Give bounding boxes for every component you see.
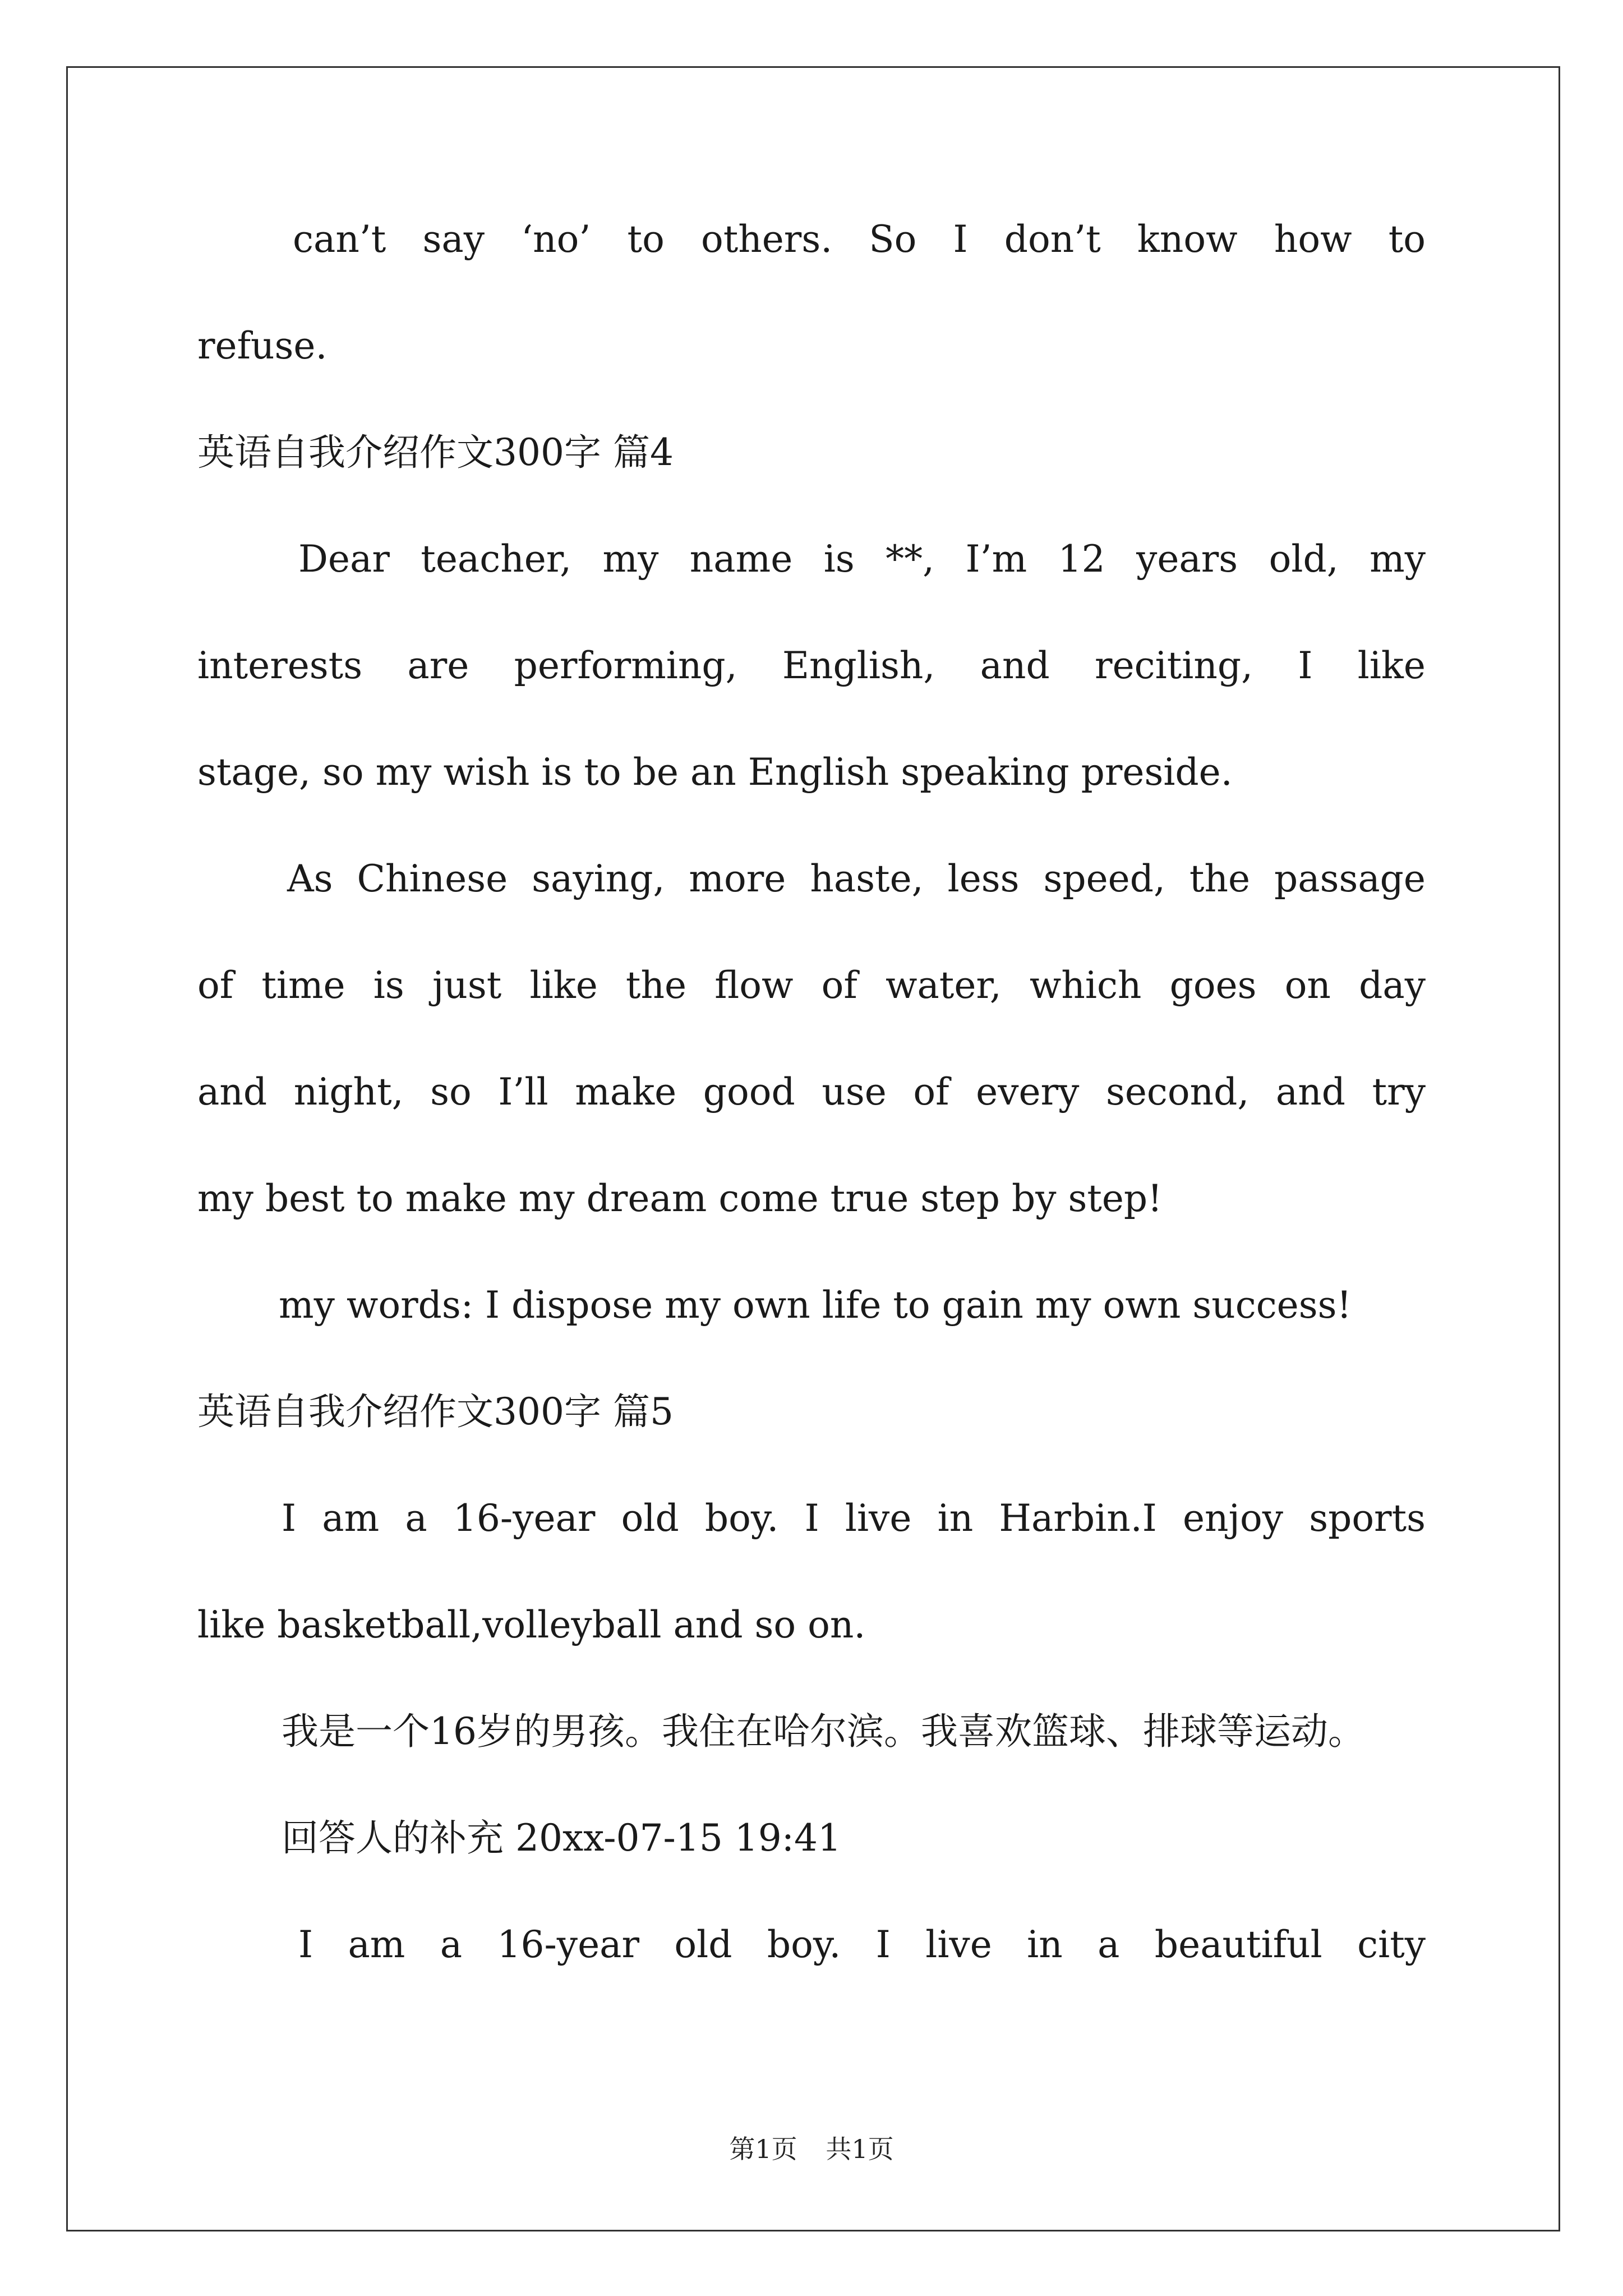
- page-total: 共1页: [826, 2134, 894, 2164]
- paragraph-line: can’t say ‘no’ to others. So I don’t know how to: [293, 218, 1426, 261]
- paragraph-line: and night, so I’ll make good use of every second, and try: [197, 1070, 1426, 1114]
- page-number: 第1页: [729, 2134, 797, 2164]
- page-border: [66, 66, 1560, 2231]
- paragraph-line: my words: I dispose my own life to gain my own success!: [279, 1283, 1352, 1327]
- paragraph-line: I am a 16-year old boy. I live in a beautiful city: [298, 1923, 1426, 1966]
- paragraph-line: like basketball,volleyball and so on.: [197, 1603, 866, 1646]
- paragraph-line: I am a 16-year old boy. I live in Harbin.I enjoy sports: [282, 1497, 1426, 1540]
- page-footer: [0, 2129, 1623, 2166]
- paragraph-line: refuse.: [197, 324, 328, 367]
- paragraph-line: 我是一个16岁的男孩。我住在哈尔滨。我喜欢篮球、排球等运动。: [282, 1710, 1365, 1753]
- paragraph-line: interests are performing, English, and reciting, I like: [197, 644, 1426, 687]
- section-heading: 英语自我介绍作文300字 篇4: [197, 431, 674, 474]
- section-heading: 英语自我介绍作文300字 篇5: [197, 1390, 674, 1433]
- paragraph-line: 回答人的补充 20xx-07-15 19:41: [282, 1816, 841, 1860]
- paragraph-line: As Chinese saying, more haste, less speed, the passage: [287, 857, 1426, 900]
- paragraph-line: Dear teacher, my name is **, I’m 12 years old, my: [298, 537, 1426, 581]
- paragraph-line: stage, so my wish is to be an English speaking preside.: [197, 751, 1233, 794]
- paragraph-line: of time is just like the flow of water, which goes on day: [197, 964, 1426, 1007]
- paragraph-line: my best to make my dream come true step by step!: [197, 1177, 1163, 1220]
